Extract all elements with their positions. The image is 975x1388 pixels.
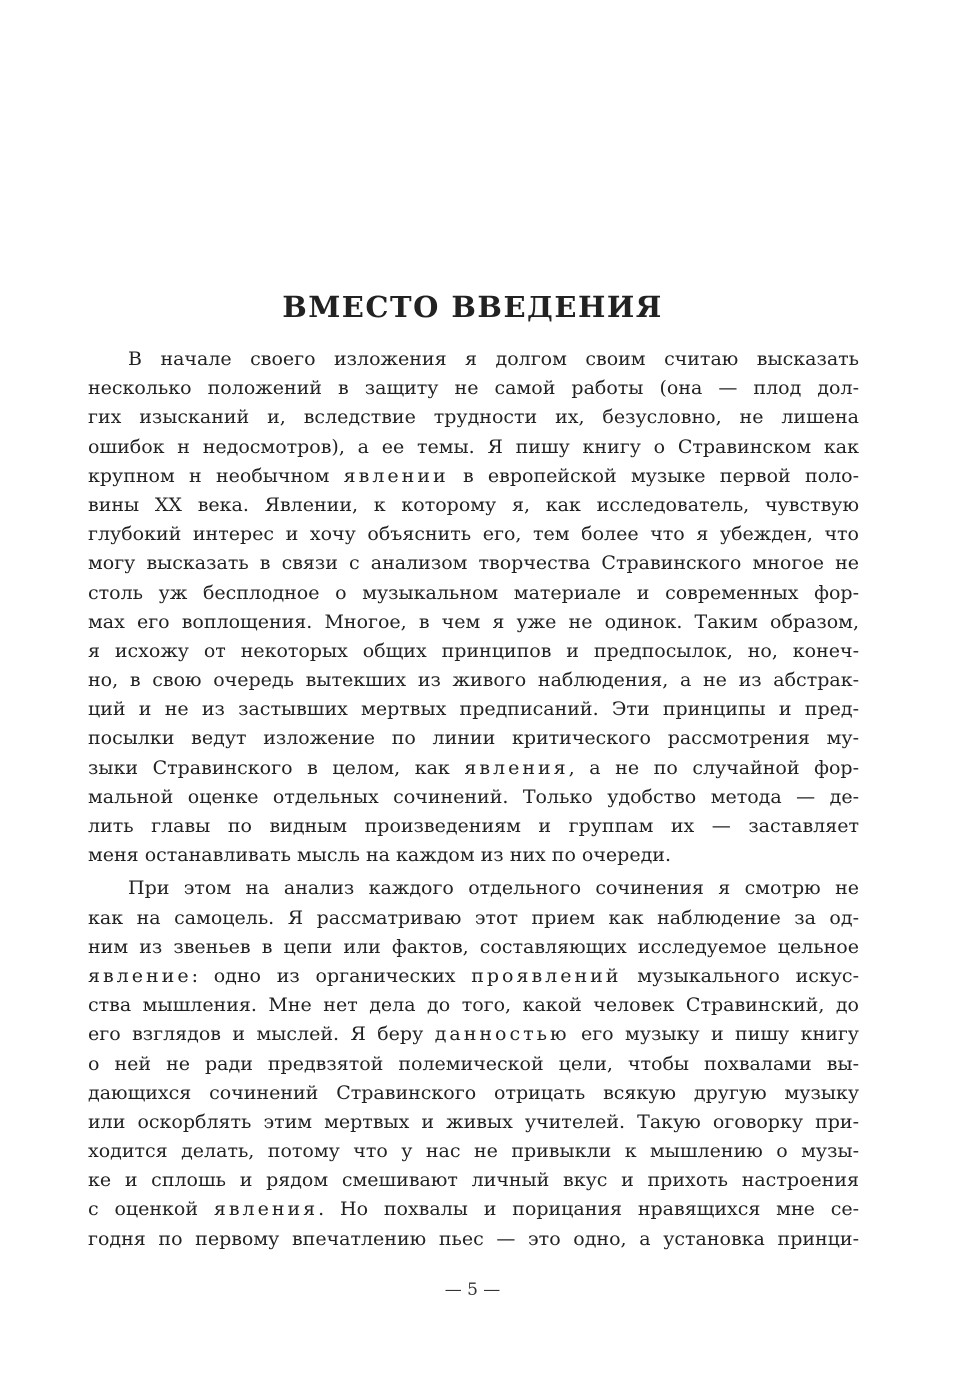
text-line (88, 1050, 859, 1079)
text-line (88, 962, 859, 991)
text-segment: с оценкой (88, 1198, 214, 1221)
text-segment: ства мышления. Мне нет дела до того, какой человек Стравинский, до (88, 994, 859, 1017)
text-line (88, 783, 859, 812)
text-line (88, 345, 859, 374)
text-line (88, 549, 859, 578)
text-segment: . Но похвалы и порицания нравящихся мне се- (318, 1198, 859, 1221)
text-segment: в европейской музыке первой поло- (448, 464, 859, 487)
text-line (88, 933, 859, 962)
text-segment: вины XX века. Явлении, к которому я, как исследователь, чувствую (88, 493, 859, 516)
text-segment: посылки ведут изложение по линии критического рассмотрения му- (88, 727, 859, 750)
text-line (88, 491, 859, 520)
text-line (88, 1225, 859, 1254)
text-line (88, 724, 859, 753)
chapter-title: ВМЕСТО ВВЕДЕНИЯ (282, 290, 663, 324)
text-segment: но, в свою очередь вытекших из живого наблюдения, а не из абстрак- (88, 669, 859, 692)
body-text (88, 345, 859, 1254)
text-segment: гих изысканий и, вследствие трудности их, безусловно, не лишена (88, 406, 859, 429)
text-line (88, 1079, 859, 1108)
text-line (88, 637, 859, 666)
text-line (88, 695, 859, 724)
emphasized-word: проявлений (471, 964, 622, 987)
text-segment: ходится делать, потому что у нас не привыкли к мышлению о музы- (88, 1140, 859, 1163)
text-line (88, 1166, 859, 1195)
text-segment: При этом на анализ каждого отдельного сочинения я смотрю не (128, 877, 859, 900)
text-line (88, 874, 859, 903)
text-line (88, 991, 859, 1020)
text-segment: могу высказать в связи с анализом творчества Стравинского многое не (88, 552, 859, 575)
text-line (88, 403, 859, 432)
text-segment: его взглядов и мыслей. Я беру (88, 1023, 435, 1046)
text-segment: несколько положений в защиту не самой работы (она — плод дол- (88, 377, 859, 400)
emphasized-word: явления (464, 756, 569, 779)
text-segment: его музыку и пишу книгу (569, 1023, 859, 1046)
text-line (88, 1137, 859, 1166)
text-segment: о ней не ради предвзятой полемической цели, чтобы похвалами вы- (88, 1052, 859, 1075)
text-segment: или оскорблять этим мертвых и живых учителей. Такую оговорку при- (88, 1110, 859, 1133)
emphasized-word: данностью (434, 1023, 570, 1046)
text-segment: ций и не из застывших мертвых предписаний. Эти принципы и пред- (88, 698, 859, 721)
emphasized-word: явления (213, 1198, 319, 1221)
text-segment: : одно из органических (191, 964, 472, 987)
text-segment: ним из звеньев в цепи или фактов, составляющих исследуемое цельное (88, 935, 859, 958)
text-segment: ошибок н недосмотров), а ее темы. Я пишу книгу о Стравинском как (88, 435, 859, 458)
text-segment: я исхожу от некоторых общих принципов и предпосылок, но, конеч- (88, 639, 859, 662)
text-segment: глубокий интерес и хочу объяснить его, тем более что я убежден, что (88, 523, 859, 546)
text-line (88, 812, 859, 841)
text-line (88, 520, 859, 549)
emphasized-word: явление (88, 964, 192, 987)
text-line (88, 666, 859, 695)
text-segment: мальной оценке отдельных сочинений. Только удобство метода — де- (88, 785, 859, 808)
text-segment: мах его воплощения. Многое, в чем я уже не одинок. Таким образом, (88, 610, 859, 633)
text-segment: В начале своего изложения я долгом своим считаю высказать (128, 348, 859, 370)
page-number: — 5 — (444, 1280, 501, 1300)
text-line (88, 608, 859, 637)
text-line (88, 904, 859, 933)
text-line (88, 374, 859, 403)
text-segment: годня по первому впечатлению пьес — это одно, а установка принци- (88, 1227, 859, 1250)
text-segment: как на самоцель. Я рассматриваю этот прием как наблюдение за од- (88, 906, 859, 929)
text-line (88, 462, 859, 491)
text-segment: ке и сплошь и рядом смешивают личный вкус и прихоть настроения (88, 1169, 859, 1192)
text-segment: дающихся сочинений Стравинского отрицать всякую другую музыку (88, 1081, 859, 1104)
text-line (88, 841, 859, 870)
text-line (88, 433, 859, 462)
text-segment: крупном н необычном (88, 464, 344, 487)
text-segment: лить главы по видным произведениям и группам их — заставляет (88, 815, 859, 837)
text-line (88, 579, 859, 608)
text-line (88, 1020, 859, 1049)
text-line (88, 1195, 859, 1224)
text-line (88, 1108, 859, 1137)
text-segment: , а не по случайной фор- (568, 756, 859, 779)
text-segment: столь уж бесплодное о музыкальном материале и современных фор- (88, 581, 859, 604)
text-segment: зыки Стравинского в целом, как (88, 756, 465, 779)
text-line (88, 754, 859, 783)
text-segment: музыкального искус- (621, 964, 859, 987)
emphasized-word: явлении (343, 464, 449, 487)
text-segment: меня останавливать мысль на каждом из них по очереди. (88, 844, 671, 867)
